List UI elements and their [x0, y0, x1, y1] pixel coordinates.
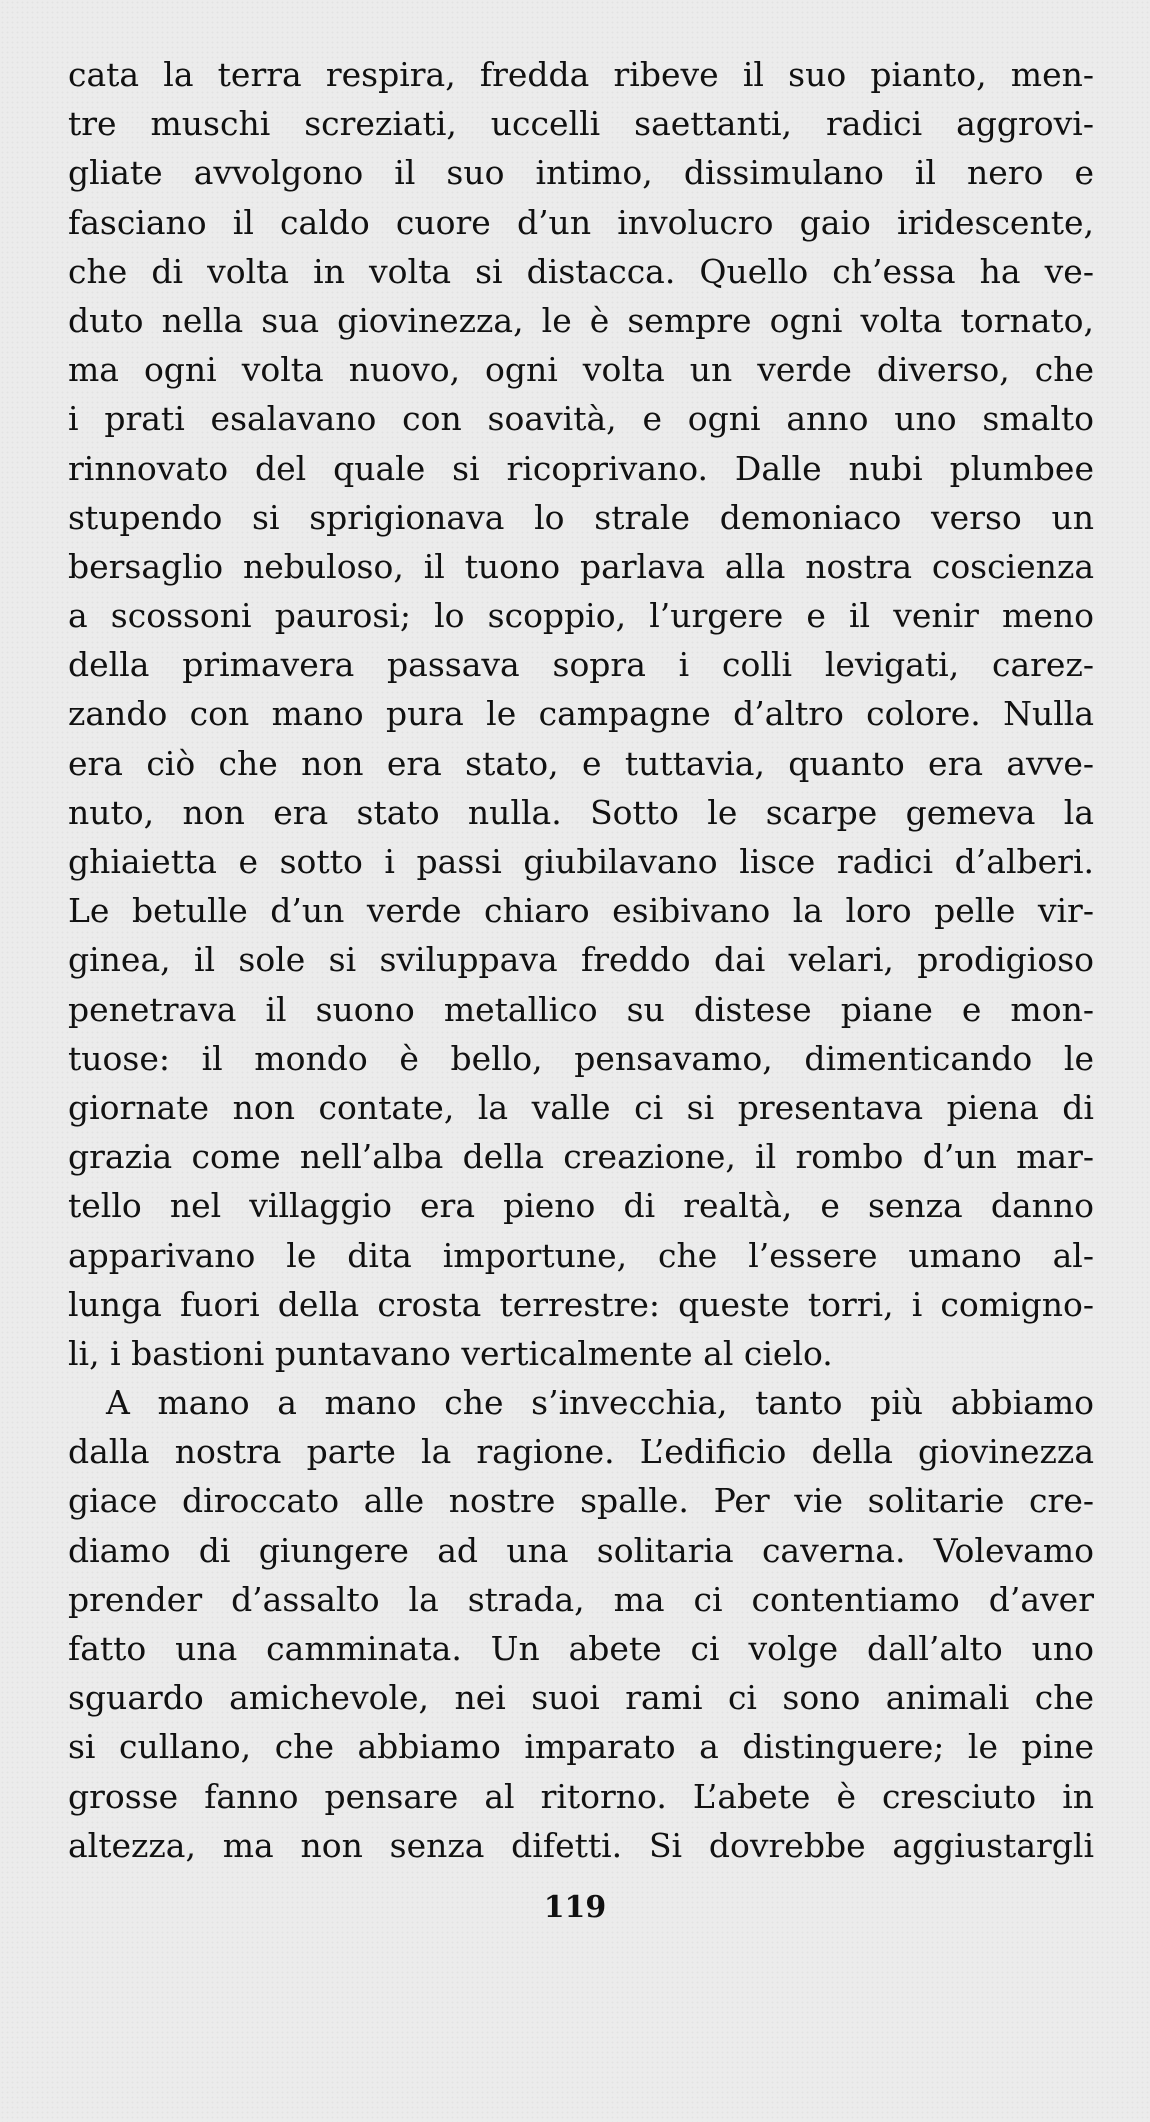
- text-line: a scossoni paurosi; lo scoppio, l’urgere e il venir meno: [68, 596, 1094, 636]
- text-line: grosse fanno pensare al ritorno. L’abete è cresciuto in: [68, 1776, 1094, 1816]
- text-line: fasciano il caldo cuore d’un involucro gaio iridescente,: [68, 202, 1094, 242]
- text-line: prender d’assalto la strada, ma ci contentiamo d’aver: [68, 1579, 1094, 1619]
- text-line: lunga fuori della crosta terrestre: queste torri, i comigno-: [68, 1284, 1094, 1324]
- text-line: zando con mano pura le campagne d’altro colore. Nulla: [68, 694, 1094, 734]
- text-line: gliate avvolgono il suo intimo, dissimulano il nero e: [68, 153, 1094, 193]
- paragraph: [68, 1378, 1094, 1870]
- text-line: era ciò che non era stato, e tuttavia, quanto era avve-: [68, 743, 1094, 783]
- text-line: grazia come nell’alba della creazione, il rombo d’un mar-: [68, 1137, 1094, 1177]
- text-line: cata la terra respira, fredda ribeve il suo pianto, men-: [68, 55, 1094, 94]
- text-line: sguardo amichevole, nei suoi rami ci sono animali che: [68, 1678, 1094, 1718]
- text-line: che di volta in volta si distacca. Quello ch’essa ha ve-: [68, 251, 1094, 291]
- text-line: stupendo si sprigionava lo strale demoniaco verso un: [68, 497, 1094, 537]
- text-line: duto nella sua giovinezza, le è sempre ogni volta tornato,: [68, 300, 1094, 340]
- text-line: si cullano, che abbiamo imparato a distinguere; le pine: [68, 1727, 1094, 1767]
- text-line: rinnovato del quale si ricoprivano. Dalle nubi plumbee: [68, 448, 1094, 488]
- text-line: apparivano le dita importune, che l’essere umano al-: [68, 1235, 1094, 1275]
- text-line: ma ogni volta nuovo, ogni volta un verde diverso, che: [68, 350, 1094, 390]
- text-line: giornate non contate, la valle ci si presentava piena di: [68, 1087, 1094, 1127]
- text-line: tuose: il mondo è bello, pensavamo, dimenticando le: [68, 1038, 1094, 1078]
- text-line: i prati esalavano con soavità, e ogni anno uno smalto: [68, 399, 1094, 439]
- paragraph: [68, 50, 1094, 1378]
- text-line: Le betulle d’un verde chiaro esibivano la loro pelle vir-: [68, 891, 1094, 931]
- text-line: fatto una camminata. Un abete ci volge dall’alto uno: [68, 1629, 1094, 1668]
- text-line: nuto, non era stato nulla. Sotto le scarpe gemeva la: [68, 792, 1094, 832]
- text-line: diamo di giungere ad una solitaria caverna. Volevamo: [68, 1530, 1094, 1570]
- text-line: altezza, ma non senza difetti. Si dovrebbe aggiustargli: [68, 1825, 1094, 1865]
- body-text: [68, 50, 1094, 1870]
- text-line: ginea, il sole si sviluppava freddo dai velari, prodigioso: [68, 940, 1094, 980]
- text-line: tello nel villaggio era pieno di realtà, e senza danno: [68, 1186, 1094, 1226]
- text-line: A mano a mano che s’invecchia, tanto più abbiamo: [106, 1383, 1094, 1423]
- text-line: giace diroccato alle nostre spalle. Per vie solitarie cre-: [68, 1481, 1094, 1521]
- text-line: bersaglio nebuloso, il tuono parlava alla nostra coscienza: [68, 546, 1094, 586]
- text-line: penetrava il suono metallico su distese piane e mon-: [68, 989, 1094, 1029]
- page-number: 119: [543, 1890, 607, 1925]
- text-line: ghiaietta e sotto i passi giubilavano lisce radici d’alberi.: [68, 842, 1094, 881]
- text-line: della primavera passava sopra i colli levigati, carez-: [68, 645, 1094, 685]
- text-line: dalla nostra parte la ragione. L’edificio della giovinezza: [68, 1432, 1094, 1472]
- text-line: li, i bastioni puntavano verticalmente al cielo.: [68, 1333, 833, 1373]
- text-line: tre muschi screziati, uccelli saettanti, radici aggrovi-: [68, 104, 1094, 144]
